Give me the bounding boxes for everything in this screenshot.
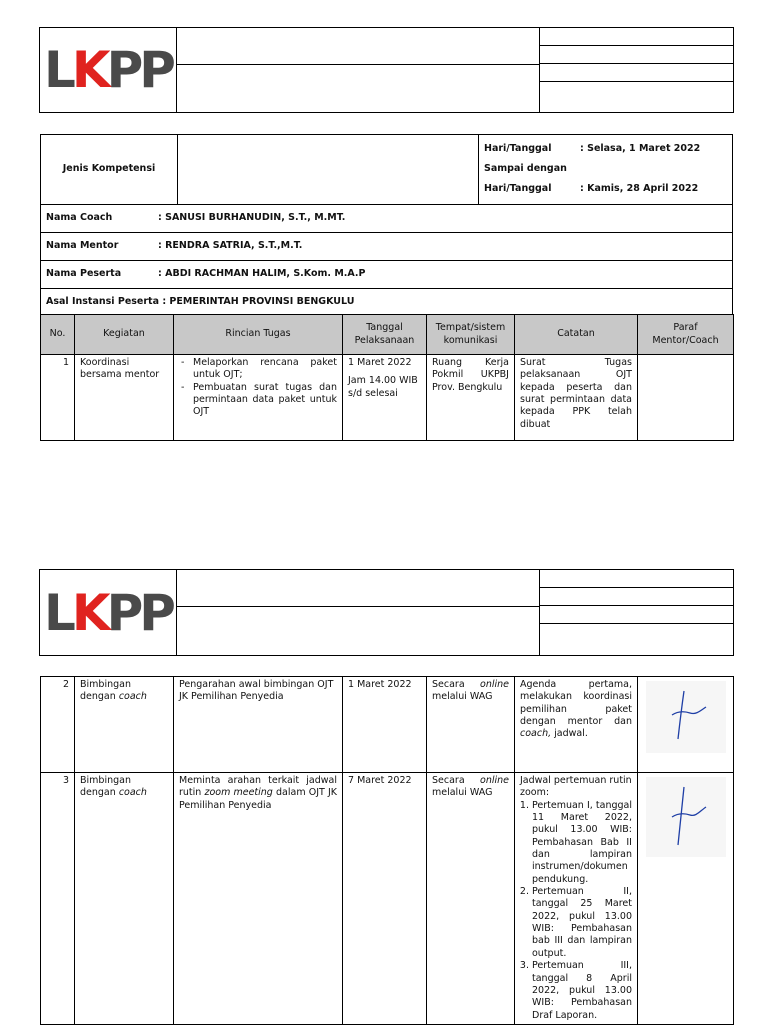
lkpp-logo: LKPP <box>40 28 177 112</box>
activity-table-page1 <box>40 314 734 441</box>
info-table <box>40 134 733 317</box>
nama-peserta-row: Nama Peserta : ABDI RACHMAN HALIM, S.Kom. M.A.P <box>41 261 733 289</box>
nama-coach-row: Nama Coach : SANUSI BURHANUDIN, S.T., M.MT. <box>41 205 733 233</box>
col-kegiatan: Kegiatan <box>75 315 174 355</box>
signature-icon <box>646 681 726 753</box>
jenis-kompetensi-label: Jenis Kompetensi <box>41 135 178 205</box>
page1-header-box <box>39 27 734 113</box>
col-no: No. <box>41 315 75 355</box>
lkpp-logo: LKPP <box>40 570 177 655</box>
schedule-cell: Hari/Tanggal : Selasa, 1 Maret 2022 Sampai dengan Hari/Tanggal : Kamis, 28 April 2022 <box>479 135 733 205</box>
col-tempat: Tempat/sistem komunikasi <box>427 315 515 355</box>
signature-icon <box>646 777 726 857</box>
col-tanggal: Tanggal Pelaksanaan <box>343 315 427 355</box>
col-paraf: Paraf Mentor/Coach <box>638 315 734 355</box>
signature-coach <box>638 773 734 1025</box>
nama-mentor-row: Nama Mentor : RENDRA SATRIA, S.T.,M.T. <box>41 233 733 261</box>
table-row: 3 Bimbingan dengan coach Meminta arahan terkait jadwal rutin zoom meeting dalam OJT JK Pemilihan Penyedia 7 Maret 2022 Secara online melalui WAG Jadwal pertemuan rutin zoom: 1. Pertemuan I, tanggal 11 Maret 2022, pukul 13.00 WIB: Pembahasan Bab II dan lampiran instrumen/dokumen pendukung. 2. Pertemuan II, tanggal 25 Maret 2022, pukul 13.00 WIB: Pembahasan bab III dan lampiran output. 3. Pertemuan III, tanggal 8 April 2022, pukul 13.00 WIB: Pembahasan Draf Laporan. <box>41 773 734 1025</box>
signature-coach <box>638 677 734 773</box>
col-catatan: Catatan <box>515 315 638 355</box>
asal-instansi-row: Asal Instansi Peserta : PEMERINTAH PROVINSI BENGKULU <box>41 289 733 317</box>
table-row: 1 Koordinasi bersama mentor - Melaporkan rencana paket untuk OJT; - Pembuatan surat tugas dan permintaan data paket untuk OJT 1 Maret 2022 Jam 14.00 WIB s/d selesai Ruang Kerja Pokmil UKPBJ Prov. Bengkulu Surat Tugas pelaksanaan OJT kepada peserta dan surat permintaan data kepada PPK telah dibuat <box>41 355 734 441</box>
table-row: 2 Bimbingan dengan coach Pengarahan awal bimbingan OJT JK Pemilihan Penyedia 1 Maret 2022 Secara online melalui WAG Agenda pertama, melakukan koordinasi pemilihan paket dengan mentor dan coach, jadwal. <box>41 677 734 773</box>
activity-table-page2 <box>40 676 734 1025</box>
col-rincian: Rincian Tugas <box>174 315 343 355</box>
page2-header-box <box>39 569 734 656</box>
